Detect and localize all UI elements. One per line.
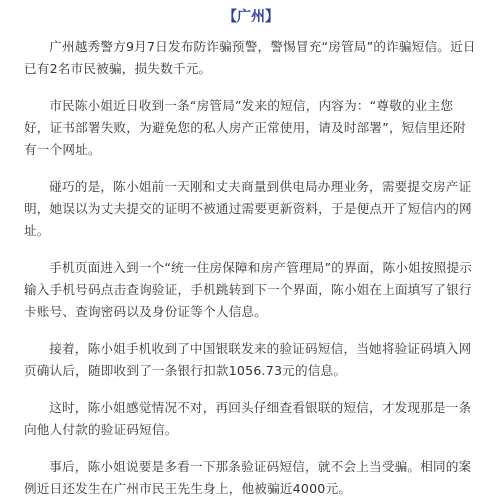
paragraph-phishing-page: 手机页面进入到一个“统一住房保障和房产管理局”的界面，陈小姐按照提示输入手机号码点击查询验证，手机跳转到下一个界面，陈小姐在上面填写了银行卡账号、查询密码以及身份证等个人信息。: [24, 260, 473, 319]
paragraph-alert: 广州越秀警方9月7日发布防诈骗预警，警惕冒充“房管局”的诈骗短信。近日已有2名市民被骗，损失数千元。: [24, 39, 476, 76]
paragraph-aftermath: 事后，陈小姐说要是多看一下那条验证码短信，就不会上当受骗。相同的案例近日还发生在广州市民王先生身上，他被骗近4000元。: [24, 459, 472, 496]
paragraph-coincidence: 碰巧的是，陈小姐前一天刚和丈夫商量到供电局办理业务，需要提交房产证明，她误以为丈夫提交的证明不被通过需要更新资料，于是便点开了短信内的网址。: [24, 179, 472, 238]
article-headline: 【广州】: [223, 9, 279, 25]
paragraph-deduction: 接着，陈小姐手机收到了中国银联发来的验证码短信，当她将验证码填入网页确认后，随即收到了一条银行扣款1056.73元的信息。: [24, 341, 472, 378]
paragraph-sms-content: 市民陈小姐近日收到一条“房管局”发来的短信，内容为：“尊敬的业主您好，证书部署失败，为避免您的私人房产正常使用，请及时部署”，短信里还附有一个网址。: [24, 98, 466, 157]
paragraph-realization: 这时，陈小姐感觉情况不对，再回头仔细查看银联的短信，才发现那是一条向他人付款的验证码短信。: [24, 400, 472, 437]
